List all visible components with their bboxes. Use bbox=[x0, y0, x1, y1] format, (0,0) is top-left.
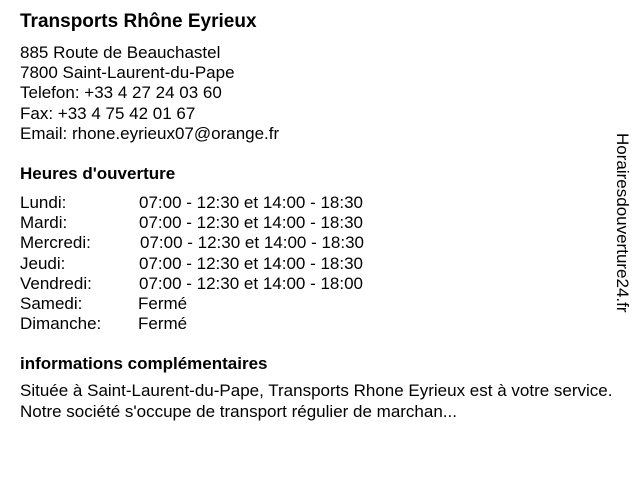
address-street: 885 Route de Beauchastel bbox=[20, 43, 221, 62]
email-address[interactable]: Email: rhone.eyrieux07@orange.fr bbox=[20, 123, 280, 143]
time-range: 07:00 - 12:30 et 14:00 - 18:30 bbox=[139, 253, 364, 273]
day-label: Lundi: bbox=[20, 193, 67, 212]
day-label: Mardi: bbox=[20, 213, 68, 233]
time-range: Fermé bbox=[138, 293, 188, 313]
time-range: 07:00 - 12:30 et 14:00 - 18:00 bbox=[139, 273, 364, 293]
day-label: Vendredi: bbox=[20, 273, 92, 293]
contact-block bbox=[20, 43, 279, 144]
additional-info-heading: informations complémentaires bbox=[20, 354, 268, 373]
day-label: Mercredi: bbox=[20, 233, 91, 253]
fax-number: Fax: +33 4 75 42 01 67 bbox=[20, 103, 196, 123]
time-range: 07:00 - 12:30 et 14:00 - 18:30 bbox=[140, 233, 365, 253]
time-range: 07:00 - 12:30 et 14:00 - 18:30 bbox=[139, 193, 364, 212]
phone-number[interactable]: Telefon: +33 4 27 24 03 60 bbox=[20, 83, 222, 103]
day-label: Dimanche: bbox=[20, 314, 102, 334]
time-range: Fermé bbox=[138, 314, 188, 334]
business-name: Transports Rhône Eyrieux bbox=[20, 11, 257, 32]
day-label: Jeudi: bbox=[20, 253, 66, 273]
business-description: Située à Saint-Laurent-du-Pape, Transports Rhone Eyrieux est à votre service. Notre société s'occupe de transport régulier de marchan... bbox=[20, 381, 613, 421]
day-label: Samedi: bbox=[20, 293, 83, 313]
site-watermark: Horairesdouverture24.fr bbox=[613, 133, 632, 313]
time-range: 07:00 - 12:30 et 14:00 - 18:30 bbox=[139, 213, 364, 233]
opening-hours-heading: Heures d'ouverture bbox=[20, 164, 176, 183]
address-city: 7800 Saint-Laurent-du-Pape bbox=[20, 63, 235, 83]
